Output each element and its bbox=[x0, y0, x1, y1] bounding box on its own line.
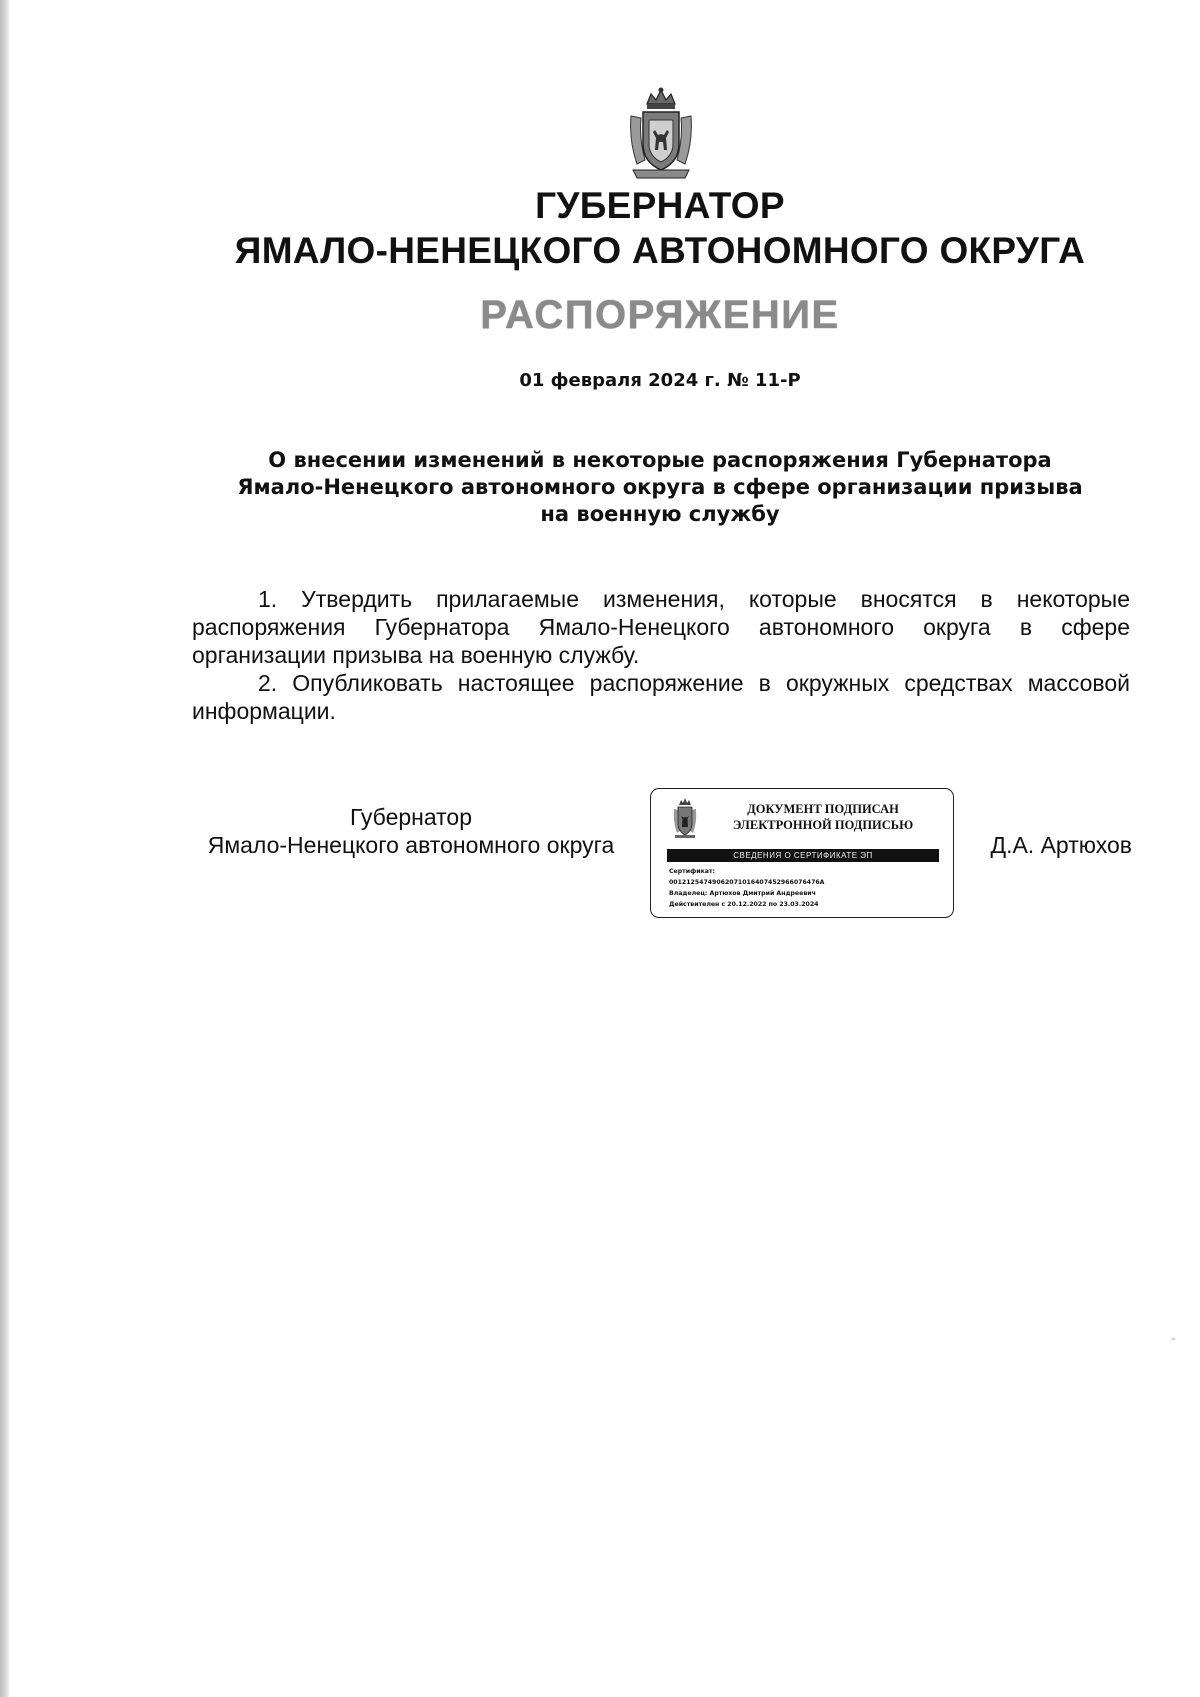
coat-of-arms-emblem-icon bbox=[625, 86, 697, 182]
stamp-certificate-label: Сертификат: bbox=[669, 868, 715, 875]
stamp-header bbox=[707, 801, 939, 833]
stamp-details bbox=[669, 866, 949, 910]
document-type-title: РАСПОРЯЖЕНИЕ bbox=[480, 293, 840, 337]
signer-name: Д.А. Артюхов bbox=[990, 832, 1132, 858]
heading-line1: О внесении изменений в некоторые распоряжения Губернатора bbox=[268, 448, 1052, 472]
org-name-line2: ЯМАЛО-НЕНЕЦКОГО АВТОНОМНОГО ОКРУГА bbox=[234, 230, 1086, 271]
signer-title-line1: Губернатор bbox=[349, 804, 473, 830]
stamp-certificate-value: 00121254749062071016407452966076476A bbox=[669, 879, 825, 886]
signer-title-line2: Ямало-Ненецкого автономного округа bbox=[207, 832, 615, 858]
document-heading bbox=[190, 447, 1130, 528]
electronic-signature-stamp bbox=[650, 788, 954, 918]
scan-speck bbox=[1172, 1338, 1175, 1340]
body-item-1: 1. Утвердить прилагаемые изменения, которые вносятся в некоторые распоряжения Губернатора Ямало-Ненецкого автономного округа в сфере организации призыва на военную службу. bbox=[192, 586, 1130, 668]
body-item-2: 2. Опубликовать настоящее распоряжение в окружных средствах массовой информации. bbox=[192, 670, 1130, 724]
document-date-number: 01 февраля 2024 г. № 11-Р bbox=[519, 370, 801, 391]
stamp-owner: Владелец: Артюхов Дмитрий Андреевич bbox=[669, 890, 816, 897]
heading-line3: на военную службу bbox=[540, 502, 780, 526]
stamp-validity: Действителен с 20.12.2022 по 23.03.2024 bbox=[669, 901, 819, 908]
heading-line2: Ямало-Ненецкого автономного округа в сфере организации призыва bbox=[237, 475, 1083, 499]
stamp-header-line1: ДОКУМЕНТ ПОДПИСАН bbox=[747, 802, 899, 816]
stamp-certificate-bar: СВЕДЕНИЯ О СЕРТИФИКАТЕ ЭП bbox=[667, 849, 939, 862]
document-body bbox=[192, 585, 1130, 725]
org-name-line1: ГУБЕРНАТОР bbox=[535, 185, 785, 226]
signer-title bbox=[180, 803, 642, 859]
stamp-header-line2: ЭЛЕКТРОННОЙ ПОДПИСЬЮ bbox=[732, 818, 914, 832]
stamp-emblem-icon bbox=[671, 797, 699, 839]
